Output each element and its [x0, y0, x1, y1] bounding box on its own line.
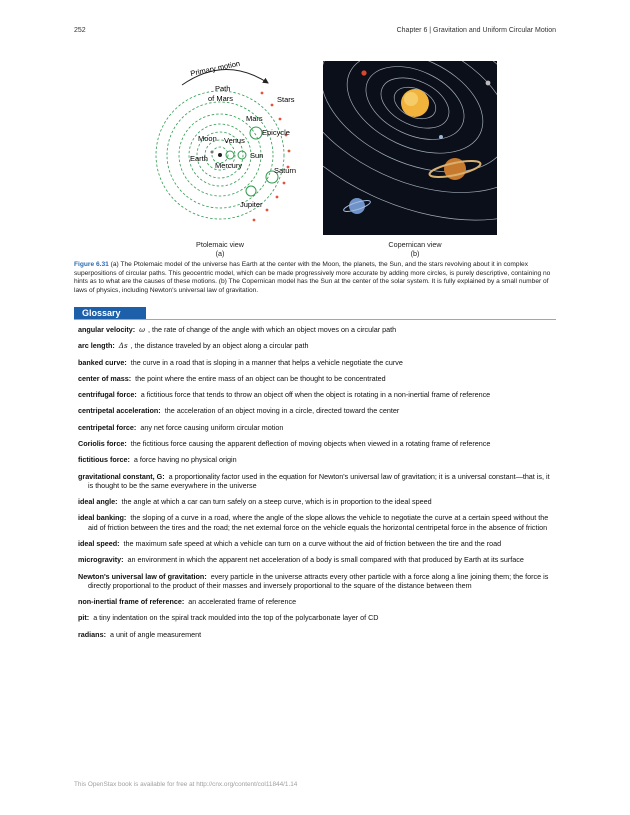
label-mercury: Mercury	[215, 161, 243, 170]
moon-dot	[211, 151, 214, 154]
glossary-header	[74, 307, 556, 320]
glossary-term: ideal banking:	[78, 513, 127, 523]
glossary-entry	[78, 390, 554, 399]
glossary-entry	[78, 406, 554, 415]
glossary-term: arc length:	[78, 341, 115, 351]
glossary-term: gravitational constant, G:	[78, 471, 165, 481]
glossary-entry	[78, 358, 554, 367]
glossary-term: centripetal acceleration:	[78, 406, 161, 416]
glossary-definition: the acceleration of an object moving in a circle, directed toward the center	[164, 406, 400, 416]
figure-caption-text: (a) The Ptolemaic model of the universe has Earth at the center with the Moon, the planets, the Sun, and the stars revolving about it in complex superpositions of circular paths. This geocentric model, which can be made progressively more accurate by adding more circles, is purely descriptive, containing no hints as to what are the causes of these motions. (b) The Copernican model has the Sun at the center of the solar system. It is fully explained by a small number of laws of physics, including Newton's universal law of gravitation.	[74, 261, 551, 294]
glossary-list	[78, 325, 554, 646]
glossary-entry	[78, 539, 554, 548]
label-epicycle: Epicycle	[262, 128, 290, 137]
glossary-title: Glossary	[74, 307, 146, 319]
glossary-definition: an environment in which the apparent net acceleration of a body is small compared with that produced by Earth at its surface	[127, 555, 524, 565]
glossary-term: ideal speed:	[78, 538, 120, 548]
glossary-definition: a unit of angle measurement	[109, 629, 202, 639]
label-mars: Mars	[246, 114, 263, 123]
copernican-caption-letter: (b)	[410, 249, 420, 258]
glossary-definition: a tiny indentation on the spiral track moulded into the top of the polycarbonate layer of CD	[93, 613, 379, 623]
glossary-definition: the fictitious force causing the apparent deflection of moving objects when viewed in a rotating frame of reference	[130, 439, 491, 449]
glossary-entry	[78, 341, 554, 350]
page-number: 252	[74, 27, 86, 34]
label-earth: Earth	[190, 154, 208, 163]
figure-label: Figure 6.31	[74, 261, 109, 268]
glossary-entry	[78, 374, 554, 383]
glossary-term: pit:	[78, 613, 90, 623]
epicycle-jupiter	[246, 186, 256, 196]
glossary-entry	[78, 497, 554, 506]
glossary-term: center of mass:	[78, 373, 132, 383]
ptolemaic-caption-title: Ptolemaic view	[196, 240, 244, 249]
glossary-term: ideal angle:	[78, 497, 118, 507]
glossary-definition: , the distance traveled by an object along a circular path	[130, 341, 309, 351]
glossary-term: centripetal force:	[78, 422, 137, 432]
glossary-entry	[78, 325, 554, 334]
glossary-term: Coriolis force:	[78, 439, 127, 449]
glossary-term: centrifugal force:	[78, 390, 137, 400]
glossary-definition: any net force causing uniform circular motion	[140, 422, 284, 432]
glossary-definition: , the rate of change of the angle with which an object moves on a circular path	[148, 325, 397, 334]
planet-red	[361, 70, 366, 75]
glossary-entry	[78, 455, 554, 464]
glossary-entry	[78, 555, 554, 564]
glossary-term: Newton's universal law of gravitation:	[78, 571, 207, 581]
label-primary-motion: Primary motion	[189, 58, 241, 79]
label-jupiter: Jupiter	[240, 200, 263, 209]
glossary-symbol: Δs	[118, 341, 128, 351]
footer-note: This OpenStax book is available for free at http://cnx.org/content/col11844/1.14	[74, 781, 298, 788]
glossary-definition: the curve in a road that is sloping in a manner that helps a vehicle negotiate the curve	[130, 357, 403, 367]
copernican-image	[323, 61, 497, 235]
glossary-definition: an accelerated frame of reference	[188, 597, 297, 607]
figure-caption	[74, 261, 560, 295]
glossary-entry	[78, 572, 554, 590]
glossary-definition: the sloping of a curve in a road, where the angle of the slope allows the vehicle to negotiate the curve at a certain speed without the aid of friction between the tires and the road; the net external force on the vehicle equals the horizontal centripetal force in the absence of friction	[88, 513, 549, 532]
planet-gray	[486, 81, 491, 86]
glossary-definition: a fictitious force that tends to throw an object off when the object is rotating in a non-inertial frame of reference	[140, 390, 491, 400]
glossary-term: angular velocity:	[78, 325, 136, 334]
label-sun: Sun	[250, 151, 264, 160]
label-of-mars: of Mars	[208, 94, 234, 103]
glossary-symbol: ω	[139, 325, 145, 334]
glossary-entry	[78, 423, 554, 432]
epicycle-venus	[226, 151, 234, 159]
chapter-header: Chapter 6 | Gravitation and Uniform Circular Motion	[396, 27, 556, 34]
copernican-caption	[360, 240, 470, 258]
label-venus: Venus	[224, 136, 245, 145]
planet-small	[439, 135, 443, 139]
glossary-term: non-inertial frame of reference:	[78, 597, 185, 607]
label-path: Path	[215, 84, 231, 93]
glossary-definition: the point where the entire mass of an object can be thought to be concentrated	[135, 373, 386, 383]
ptolemaic-caption	[170, 240, 270, 258]
label-saturn: Saturn	[274, 166, 297, 175]
label-stars: Stars	[277, 95, 295, 104]
glossary-entry	[78, 597, 554, 606]
glossary-entry	[78, 630, 554, 639]
epicycle-mars	[250, 127, 262, 139]
glossary-definition: the angle at which a car can turn safely on a steep curve, which is in proportion to the ideal speed	[121, 497, 432, 507]
epicycle-sun	[238, 151, 246, 159]
glossary-term: radians:	[78, 629, 106, 639]
ptolemaic-diagram	[150, 55, 310, 245]
glossary-entry	[78, 472, 554, 490]
glossary-entry	[78, 613, 554, 622]
label-moon: Moon	[198, 134, 217, 143]
planet-neptune	[349, 198, 365, 214]
glossary-term: banked curve:	[78, 357, 127, 367]
glossary-definition: every particle in the universe attracts every other particle with a force along a line joining them; the force is directly proportional to the product of their masses and inversely proportional to the square of the distance between them	[88, 571, 549, 590]
glossary-term: microgravity:	[78, 555, 124, 565]
glossary-term: fictitious force:	[78, 455, 130, 465]
glossary-entry	[78, 513, 554, 531]
earth-dot	[218, 153, 222, 157]
glossary-definition: the maximum safe speed at which a vehicle can turn on a curve without the aid of friction between the tire and the road	[123, 538, 502, 548]
glossary-entry	[78, 439, 554, 448]
glossary-definition: a proportionality factor used in the equation for Newton's universal law of gravitation; it is a universal constant—that is, it is thought to be the same everywhere in the universe	[88, 471, 550, 490]
ptolemaic-caption-letter: (a)	[215, 249, 225, 258]
glossary-definition: a force having no physical origin	[133, 455, 237, 465]
copernican-caption-title: Copernican view	[388, 240, 442, 249]
